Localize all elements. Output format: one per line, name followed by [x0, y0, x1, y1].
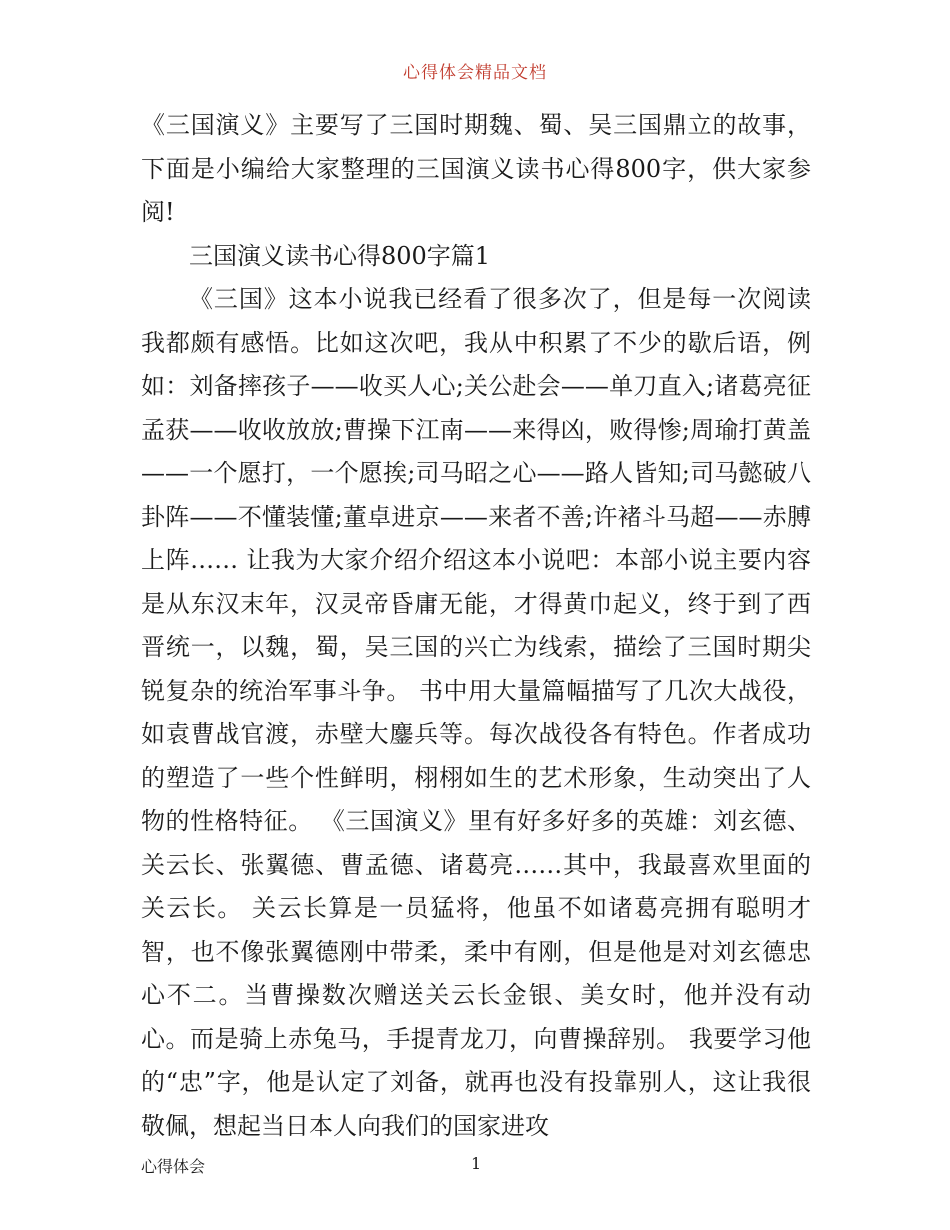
section-title: 三国演义读书心得800字篇1	[189, 241, 491, 270]
page-number: 1	[471, 1154, 482, 1173]
body-paragraph: 《三国》这本小说我已经看了很多次了，但是每一次阅读我都颇有感悟。比如这次吧，我从中积累了不少的歇后语，例如：刘备摔孩子——收买人心;关公赴会——单刀直入;诸葛亮征孟获——收收放放;曹操下江南——来得凶，败得惨;周瑜打黄盖——一个愿打，一个愿挨;司马昭之心——路人皆知;司马懿破八卦阵——不懂装懂;董卓进京——来者不善;许褚斗马超——赤膊上阵…… 让我为大家介绍介绍这本小说吧：本部小说主要内容是从东汉末年，汉灵帝昏庸无能，才得黄巾起义，终于到了西晋统一，以魏，蜀，吴三国的兴亡为线索，描绘了三国时期尖锐复杂的统治军事斗争。 书中用大量篇幅描写了几次大战役，如袁曹战官渡，赤壁大鏖兵等。每次战役各有特色。作者成功的塑造了一些个性鲜明，栩栩如生的艺术形象，生动突出了人物的性格特征。 《三国演义》里有好多好多的英雄：刘玄德、关云长、张翼德、曹孟德、诸葛亮……其中，我最喜欢里面的关云长。 关云长算是一员猛将，他虽不如诸葛亮拥有聪明才智，也不像张翼德刚中带柔，柔中有刚，但是他是对刘玄德忠心不二。当曹操数次赠送关云长金银、美女时，他并没有动心。而是骑上赤兔马，手提青龙刀，向曹操辞别。 我要学习他的“忠”字，他是认定了刘备，就再也没有投靠别人，这让我很敬佩，想起当日本人向我们的国家进攻	[141, 285, 811, 1140]
page-footer	[141, 1154, 811, 1178]
document-body	[141, 104, 811, 1148]
footer-label: 心得体会	[141, 1157, 206, 1176]
page-header: 心得体会精品文档	[403, 63, 547, 83]
intro-paragraph: 《三国演义》主要写了三国时期魏、蜀、吴三国鼎立的故事，下面是小编给大家整理的三国演义读书心得800字，供大家参阅!	[141, 111, 811, 226]
